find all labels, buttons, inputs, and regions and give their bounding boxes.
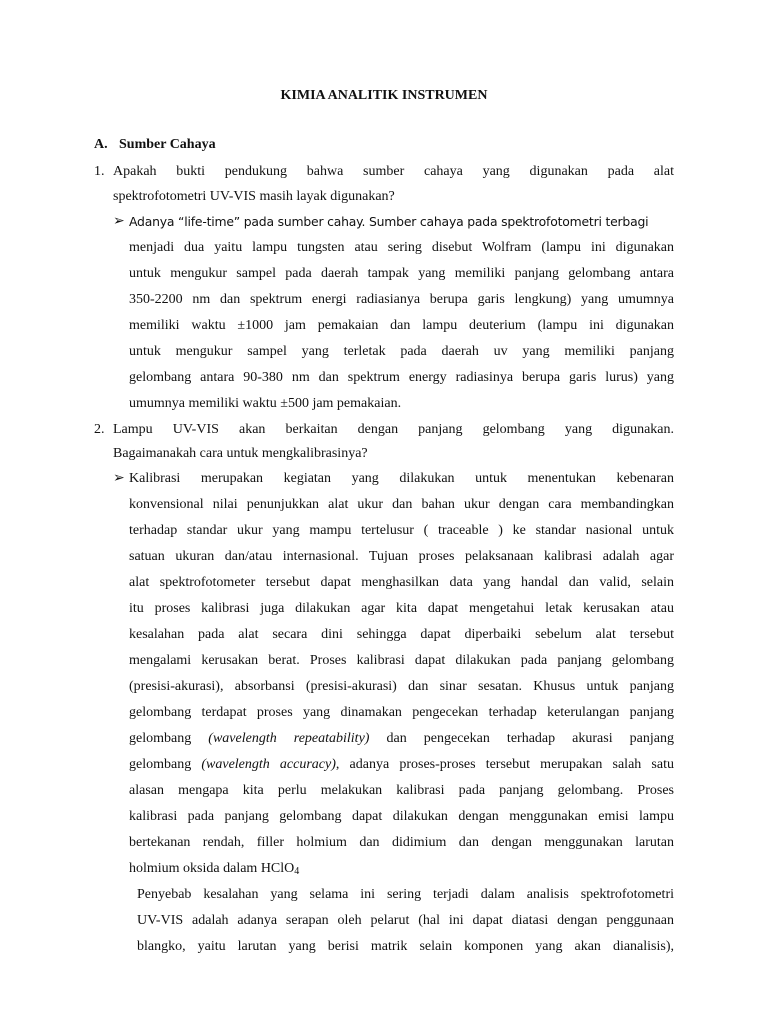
q1-answer-line: 350-2200 nm dan spektrum energi radiasianya berupa garis lengkung) yang umumnya xyxy=(129,292,674,307)
q1-answer-line: gelombang antara 90-380 nm dan spektrum energy radiasinya berupa garis lurus) yang xyxy=(129,370,674,385)
q2-answer-first-line: Kalibrasi merupakan kegiatan yang dilakukan untuk menentukan kebenaran xyxy=(129,471,674,486)
q2-closing-line: Penyebab kesalahan yang selama ini sering terjadi dalam analisis spektrofotometri xyxy=(137,887,674,902)
q2-closing-line: blangko, yaitu larutan yang berisi matrik selain komponen yang akan dianalisis), xyxy=(137,939,674,954)
q2-answer-line: bertekanan rendah, filler holmium dan didimium dan dengan menggunakan larutan xyxy=(129,835,674,850)
section-a-letter: A. xyxy=(94,137,108,152)
formula-subscript: 4 xyxy=(294,866,300,877)
q2-bullet-icon: ➢ xyxy=(113,471,125,486)
q2-answer-line: mengalami kerusakan berat. Proses kalibrasi dapat dilakukan pada panjang gelombang xyxy=(129,653,674,668)
q2-answer-line: satuan ukuran dan/atau internasional. Tujuan proses pelaksanaan kalibrasi adalah agar xyxy=(129,549,674,564)
q1-text-line-1: Apakah bukti pendukung bahwa sumber cahaya yang digunakan pada alat xyxy=(113,164,674,179)
line-text: gelombang xyxy=(129,731,209,746)
q2-text-line-1: Lampu UV-VIS akan berkaitan dengan panjang gelombang yang digunakan. xyxy=(113,422,674,437)
q1-answer-line: untuk mengukur sampel yang terletak pada daerah uv yang memiliki panjang xyxy=(129,344,674,359)
q2-answer-line-wavelength-accuracy xyxy=(129,757,674,773)
italic-term: (wavelength accuracy) xyxy=(201,757,336,772)
line-text: gelombang xyxy=(129,757,202,772)
q2-answer-line: (presisi-akurasi), absorbansi (presisi-akurasi) dan sinar sesatan. Khusus untuk panjang xyxy=(129,679,674,694)
q2-number: 2. xyxy=(94,422,105,437)
q2-answer-line: itu proses kalibrasi juga dilakukan agar kita dapat mengetahui letak kerusakan atau xyxy=(129,601,674,616)
q1-answer-line: untuk mengukur sampel pada daerah tampak yang memiliki panjang gelombang antara xyxy=(129,266,674,281)
q1-text-line-2: spektrofotometri UV-VIS masih layak digunakan? xyxy=(113,189,395,204)
q1-answer-line: menjadi dua yaitu lampu tungsten atau sering disebut Wolfram (lampu ini digunakan xyxy=(129,240,674,255)
line-text: holmium oksida dalam HClO xyxy=(129,861,295,876)
q1-answer-line: memiliki waktu ±1000 jam pemakaian dan lampu deuterium (lampu ini digunakan xyxy=(129,318,674,333)
page-title: KIMIA ANALITIK INSTRUMEN xyxy=(280,88,488,103)
section-a-heading: Sumber Cahaya xyxy=(119,137,216,152)
q2-answer-line: alasan mengapa kita perlu melakukan kalibrasi pada panjang gelombang. Proses xyxy=(129,783,674,798)
line-text: dan pengecekan terhadap akurasi panjang xyxy=(369,731,674,746)
q2-answer-formula-line xyxy=(129,861,299,877)
q2-answer-line: terhadap standar ukur yang mampu tertelusur ( traceable ) ke standar nasional untuk xyxy=(129,523,674,538)
q1-answer-line: umumnya memiliki waktu ±500 jam pemakaian. xyxy=(129,396,402,411)
q1-bullet-icon: ➢ xyxy=(113,214,125,229)
q2-answer-line-wavelength-repeatability xyxy=(129,731,674,747)
q2-answer-line: kalibrasi pada panjang gelombang dapat dilakukan dengan menggunakan emisi lampu xyxy=(129,809,674,824)
italic-term: (wavelength repeatability) xyxy=(208,731,370,746)
q2-answer-line: gelombang terdapat proses yang dinamakan pengecekan terhadap keterulangan panjang xyxy=(129,705,674,720)
q2-closing-line: UV-VIS adalah adanya serapan oleh pelarut (hal ini dapat diatasi dengan penggunaan xyxy=(137,913,674,928)
q2-answer-line: konvensional nilai penunjukkan alat ukur dan bahan ukur dengan cara membandingkan xyxy=(129,497,674,512)
q2-text-line-2: Bagaimanakah cara untuk mengkalibrasinya? xyxy=(113,446,368,461)
q1-answer-first-line: Adanya “life-time” pada sumber cahay. Sumber cahaya pada spektrofotometri terbagi xyxy=(129,214,649,229)
q1-number: 1. xyxy=(94,164,105,179)
q2-answer-line: kesalahan pada alat secara dini sehingga dapat diperbaiki sebelum alat tersebut xyxy=(129,627,674,642)
line-text: , adanya proses-proses tersebut merupakan salah satu xyxy=(335,757,674,772)
q2-answer-line: alat spektrofotometer tersebut dapat menghasilkan data yang handal dan valid, selain xyxy=(129,575,674,590)
